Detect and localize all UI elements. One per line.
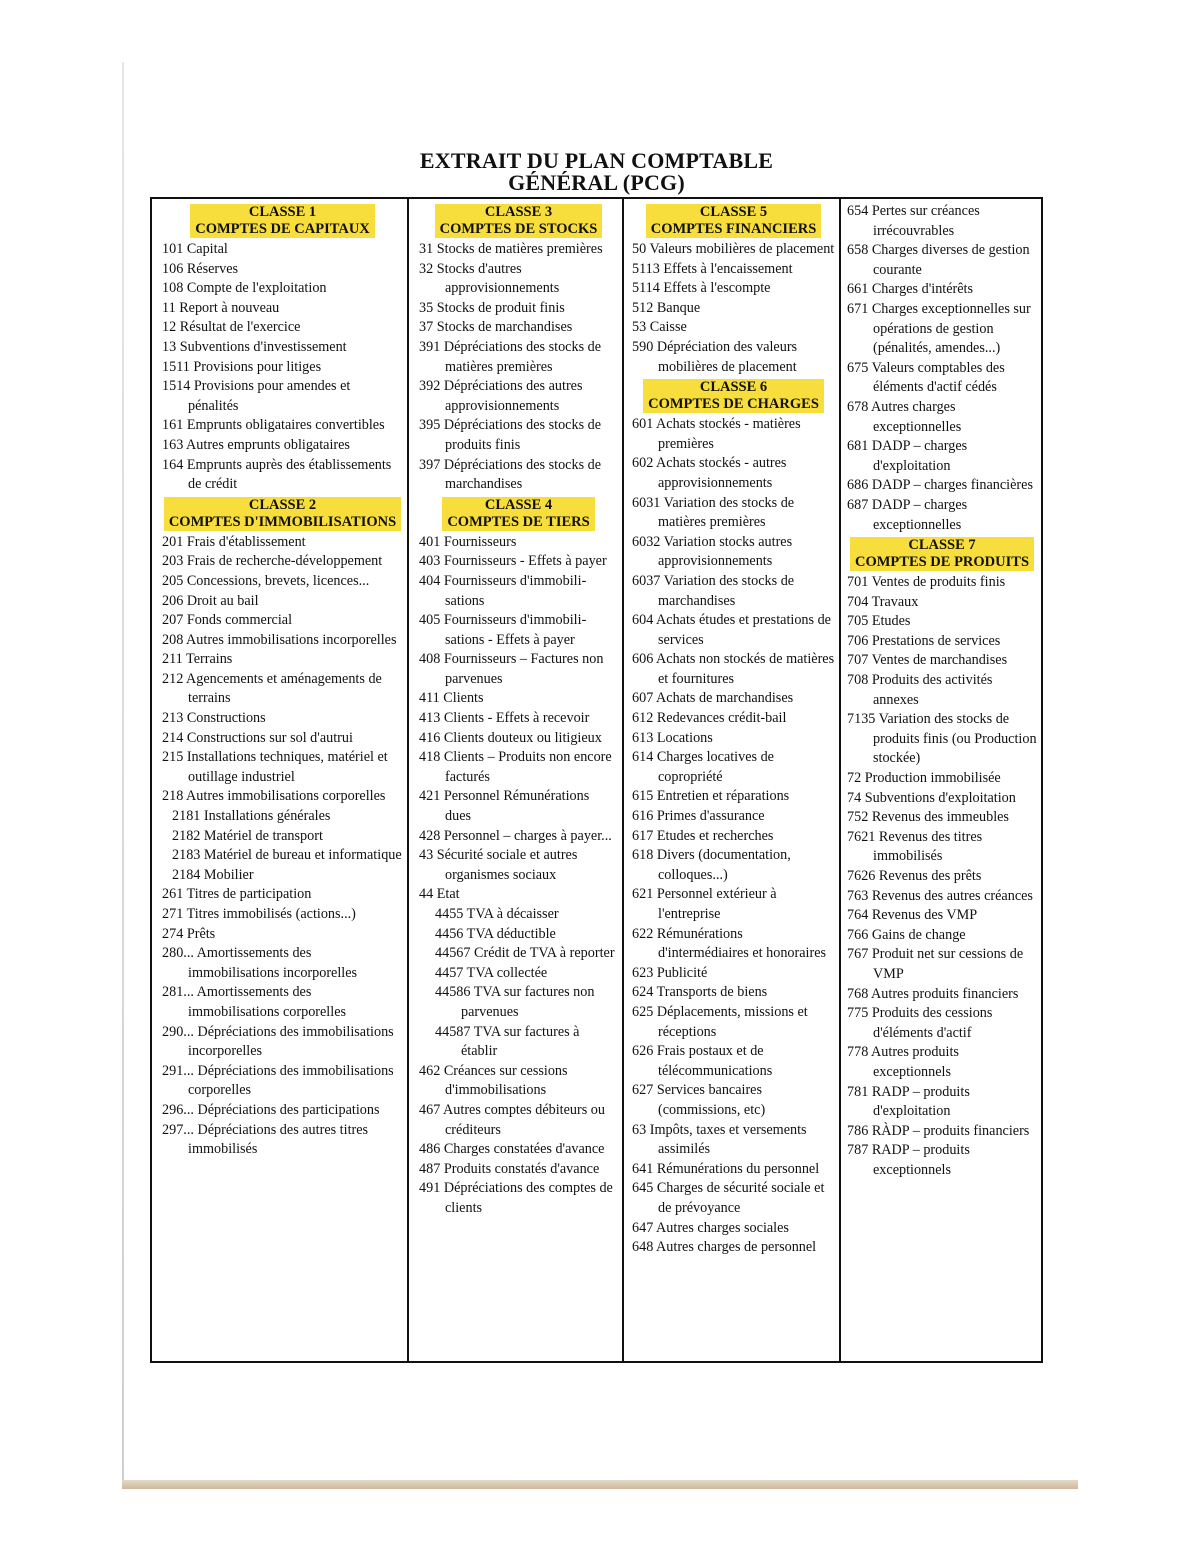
column-3 (622, 199, 839, 1361)
account-item: 50 Valeurs mobilières de placement (632, 241, 835, 257)
account-item: 486 Charges constatées d'avance (419, 1141, 605, 1158)
account-item: 627 Services bancaires (commissions, etc) (632, 1082, 766, 1118)
account-item: 701 Ventes de produits finis (847, 574, 1006, 591)
account-item: 647 Autres charges sociales (632, 1219, 789, 1236)
account-item: 53 Caisse (632, 319, 687, 336)
class-heading (646, 204, 822, 238)
account-item: 675 Valeurs comptables des éléments d'actif cédés (847, 359, 1005, 396)
account-item: 618 Divers (documentation, colloques...) (632, 847, 791, 883)
account-item: 395 Dépréciations des stocks de produits finis (419, 417, 602, 453)
account-item: 108 Compte de l'exploitation (162, 280, 327, 297)
account-item: 214 Constructions sur sol d'autrui (162, 729, 353, 746)
account-item: 6037 Variation des stocks de marchandises (632, 572, 795, 609)
account-item: 207 Fonds commercial (162, 612, 293, 629)
account-item: 206 Droit au bail (162, 592, 259, 609)
account-item: 101 Capital (162, 241, 228, 257)
account-item: 413 Clients - Effets à recevoir (419, 710, 590, 727)
account-item: 44586 TVA sur factures non parvenues (435, 984, 595, 1020)
account-item: 648 Autres charges de personnel (632, 1239, 817, 1256)
account-item: 44567 Crédit de TVA à reporter (435, 945, 615, 962)
account-item: 274 Prêts (162, 925, 216, 942)
account-item: 707 Ventes de marchandises (847, 652, 1008, 669)
account-item: 768 Autres produits financiers (847, 985, 1019, 1002)
account-item: 706 Prestations de services (847, 632, 1001, 649)
account-item: 31 Stocks de matières premières (419, 241, 603, 257)
account-item: 201 Frais d'établissement (162, 533, 306, 550)
account-item: 291... Dépréciations des immobilisations corporelles (162, 1062, 394, 1099)
account-item: 687 DADP – charges exceptionnelles (847, 496, 968, 533)
class-title: COMPTES FINANCIERS (650, 221, 817, 237)
account-item: 7621 Revenus des titres immobilisés (847, 828, 983, 865)
account-item: 766 Gains de change (847, 926, 966, 943)
account-item: 787 RADP – produits exceptionnels (847, 1142, 970, 1178)
account-item: 622 Rémunérations d'intermédiaires et honoraires (632, 925, 827, 962)
account-item: 621 Personnel extérieur à l'entreprise (632, 886, 777, 922)
account-item: 208 Autres immobilisations incorporelles (162, 631, 397, 648)
account-item: 408 Fournisseurs – Factures non parvenues (419, 651, 604, 687)
class-number: CLASSE 6 (699, 379, 768, 396)
account-item: 7135 Variation des stocks de produits finis (ou Production stockée) (847, 711, 1037, 767)
account-item: 623 Publicité (632, 964, 708, 981)
account-item: 778 Autres produits exceptionnels (847, 1044, 959, 1080)
class-title: COMPTES DE TIERS (447, 513, 590, 530)
account-item: 106 Réserves (162, 260, 239, 277)
account-item: 35 Stocks de produit finis (419, 299, 565, 316)
account-item: 4456 TVA déductible (435, 925, 556, 942)
class-number: CLASSE 3 (484, 204, 553, 220)
class-heading (850, 537, 1034, 571)
account-item: 613 Locations (632, 729, 713, 746)
account-item: 297... Dépréciations des autres titres immobilisés (162, 1121, 369, 1158)
account-item: 462 Créances sur cessions d'immobilisations (419, 1062, 568, 1099)
column-4 (839, 199, 1041, 1361)
account-item: 37 Stocks de marchandises (419, 319, 573, 336)
account-item: 13 Subventions d'investissement (162, 338, 347, 355)
account-item: 4457 TVA collectée (435, 964, 548, 981)
account-item: 215 Installations techniques, matériel et outillage industriel (162, 749, 388, 785)
account-item: 775 Produits des cessions d'éléments d'actif (847, 1005, 993, 1041)
class-title: COMPTES DE CHARGES (648, 396, 819, 413)
account-item: 404 Fournisseurs d'immobili-sations (419, 572, 587, 609)
class-number: CLASSE 5 (699, 204, 768, 220)
column-2 (407, 199, 622, 1361)
account-item: 44587 TVA sur factures à établir (435, 1023, 580, 1060)
account-item: 2182 Matériel de transport (172, 827, 323, 844)
account-item: 405 Fournisseurs d'immobili-sations - Effets à payer (419, 612, 587, 648)
account-item: 421 Personnel Rémunérations dues (419, 788, 590, 825)
class-title: COMPTES DE STOCKS (439, 221, 598, 237)
account-item: 428 Personnel – charges à payer... (419, 827, 612, 844)
account-item: 658 Charges diverses de gestion courante (847, 242, 1030, 278)
account-item: 164 Emprunts auprès des établissements de crédit (162, 456, 392, 493)
account-item: 281... Amortissements des immobilisations corporelles (162, 984, 347, 1020)
account-item: 418 Clients – Produits non encore facturés (419, 749, 612, 785)
account-item: 764 Revenus des VMP (847, 907, 978, 924)
account-item: 786 RÀDP – produits financiers (847, 1122, 1030, 1139)
account-item: 401 Fournisseurs (419, 533, 517, 550)
account-item: 661 Charges d'intérêts (847, 281, 974, 298)
account-item: 403 Fournisseurs - Effets à payer (419, 553, 607, 570)
account-item: 203 Frais de recherche-développement (162, 553, 383, 570)
account-item: 271 Titres immobilisés (actions...) (162, 906, 356, 922)
account-item: 4455 TVA à décaisser (435, 906, 559, 922)
account-item: 5113 Effets à l'encaissement (632, 260, 793, 277)
account-item: 705 Etudes (847, 613, 911, 630)
account-item: 397 Dépréciations des stocks de marchandises (419, 456, 602, 493)
account-item: 625 Déplacements, missions et réceptions (632, 1003, 808, 1040)
account-item: 615 Entretien et réparations (632, 788, 790, 805)
account-item: 671 Charges exceptionnelles sur opérations de gestion (pénalités, amendes...) (847, 300, 1031, 357)
account-item: 32 Stocks d'autres approvisionnements (419, 260, 560, 297)
class-number: CLASSE 1 (248, 204, 317, 220)
account-item: 752 Revenus des immeubles (847, 809, 1009, 826)
column-1 (152, 199, 407, 1361)
account-item: 681 DADP – charges d'exploitation (847, 438, 968, 474)
account-item: 296... Dépréciations des participations (162, 1101, 380, 1118)
account-item: 602 Achats stockés - autres approvisionnements (632, 455, 787, 491)
account-item: 616 Primes d'assurance (632, 808, 765, 825)
account-item: 1514 Provisions pour amendes et pénalités (162, 378, 351, 414)
account-item: 763 Revenus des autres créances (847, 887, 1033, 904)
account-item: 491 Dépréciations des comptes de clients (419, 1180, 613, 1216)
account-item: 708 Produits des activités annexes (847, 672, 993, 708)
account-item: 416 Clients douteux ou litigieux (419, 729, 602, 746)
account-item: 74 Subventions d'exploitation (847, 789, 1016, 806)
account-item: 6031 Variation des stocks de matières premières (632, 494, 795, 531)
class-number: CLASSE 2 (248, 496, 317, 513)
account-item: 213 Constructions (162, 710, 266, 727)
account-item: 678 Autres charges exceptionnelles (847, 398, 962, 435)
chart-of-accounts-table (150, 197, 1043, 1363)
class-heading (442, 497, 594, 531)
account-item: 624 Transports de biens (632, 984, 768, 1001)
title-line-2: GÉNÉRAL (PCG) (508, 170, 685, 195)
account-item: 205 Concessions, brevets, licences... (162, 572, 370, 589)
account-item: 767 Produit net sur cessions de VMP (847, 946, 1024, 982)
account-item: 512 Banque (632, 299, 701, 316)
account-item: 617 Etudes et recherches (632, 827, 774, 844)
account-item: 606 Achats non stockés de matières et fournitures (632, 651, 835, 687)
account-item: 654 Pertes sur créances irrécouvrables (847, 203, 980, 239)
class-title: COMPTES DE PRODUITS (854, 554, 1030, 571)
class-heading (643, 379, 824, 413)
account-item: 44 Etat (419, 886, 460, 903)
class-title: COMPTES DE CAPITAUX (195, 221, 370, 237)
account-item: 5114 Effets à l'escompte (632, 280, 771, 297)
account-item: 612 Redevances crédit-bail (632, 710, 787, 727)
account-item: 704 Travaux (847, 593, 919, 610)
class-heading (435, 204, 603, 238)
account-item: 590 Dépréciation des valeurs mobilières de placement (632, 338, 798, 375)
account-item: 2181 Installations générales (172, 808, 331, 825)
account-item: 163 Autres emprunts obligataires (162, 436, 350, 453)
account-item: 487 Produits constatés d'avance (419, 1160, 600, 1177)
class-title: COMPTES D'IMMOBILISATIONS (168, 513, 397, 530)
account-item: 626 Frais postaux et de télécommunications (632, 1043, 773, 1079)
account-item: 211 Terrains (162, 651, 233, 668)
account-item: 11 Report à nouveau (162, 299, 280, 316)
account-item: 63 Impôts, taxes et versements assimilés (632, 1121, 807, 1158)
account-item: 43 Sécurité sociale et autres organismes sociaux (419, 847, 578, 883)
account-item: 218 Autres immobilisations corporelles (162, 788, 386, 805)
page-edge (122, 62, 124, 1482)
account-item: 7626 Revenus des prêts (847, 868, 982, 884)
page-title (150, 150, 1043, 194)
account-item: 12 Résultat de l'exercice (162, 319, 301, 336)
account-item: 607 Achats de marchandises (632, 690, 794, 707)
account-item: 604 Achats études et prestations de services (632, 612, 831, 648)
account-item: 290... Dépréciations des immobilisations incorporelles (162, 1023, 394, 1060)
account-item: 686 DADP – charges financières (847, 477, 1033, 494)
account-item: 641 Rémunérations du personnel (632, 1160, 820, 1177)
account-item: 781 RADP – produits d'exploitation (847, 1083, 970, 1120)
account-item: 261 Titres de participation (162, 886, 312, 903)
account-item: 72 Production immobilisée (847, 770, 1001, 787)
account-item: 411 Clients (419, 690, 484, 707)
account-item: 614 Charges locatives de copropriété (632, 749, 774, 785)
account-item: 2183 Matériel de bureau et informatique (172, 847, 402, 864)
account-item: 1511 Provisions pour litiges (162, 358, 322, 375)
account-item: 212 Agencements et aménagements de terrains (162, 670, 382, 707)
account-item: 6032 Variation stocks autres approvisionnements (632, 533, 793, 570)
account-item: 601 Achats stockés - matières premières (632, 416, 801, 452)
account-item: 161 Emprunts obligataires convertibles (162, 417, 385, 434)
class-heading (190, 204, 375, 238)
account-item: 467 Autres comptes débiteurs ou créditeurs (419, 1101, 605, 1138)
class-heading (164, 497, 401, 531)
class-number: CLASSE 4 (484, 496, 553, 513)
page-bottom-edge (122, 1480, 1078, 1489)
account-item: 392 Dépréciations des autres approvisionnements (419, 378, 583, 414)
class-number: CLASSE 7 (908, 537, 976, 554)
account-item: 645 Charges de sécurité sociale et de prévoyance (632, 1180, 825, 1216)
account-item: 280... Amortissements des immobilisations incorporelles (162, 945, 358, 981)
account-item: 2184 Mobilier (172, 866, 254, 883)
account-item: 391 Dépréciations des stocks de matières premières (419, 338, 602, 375)
title-line-1: EXTRAIT DU PLAN COMPTABLE (419, 148, 774, 173)
